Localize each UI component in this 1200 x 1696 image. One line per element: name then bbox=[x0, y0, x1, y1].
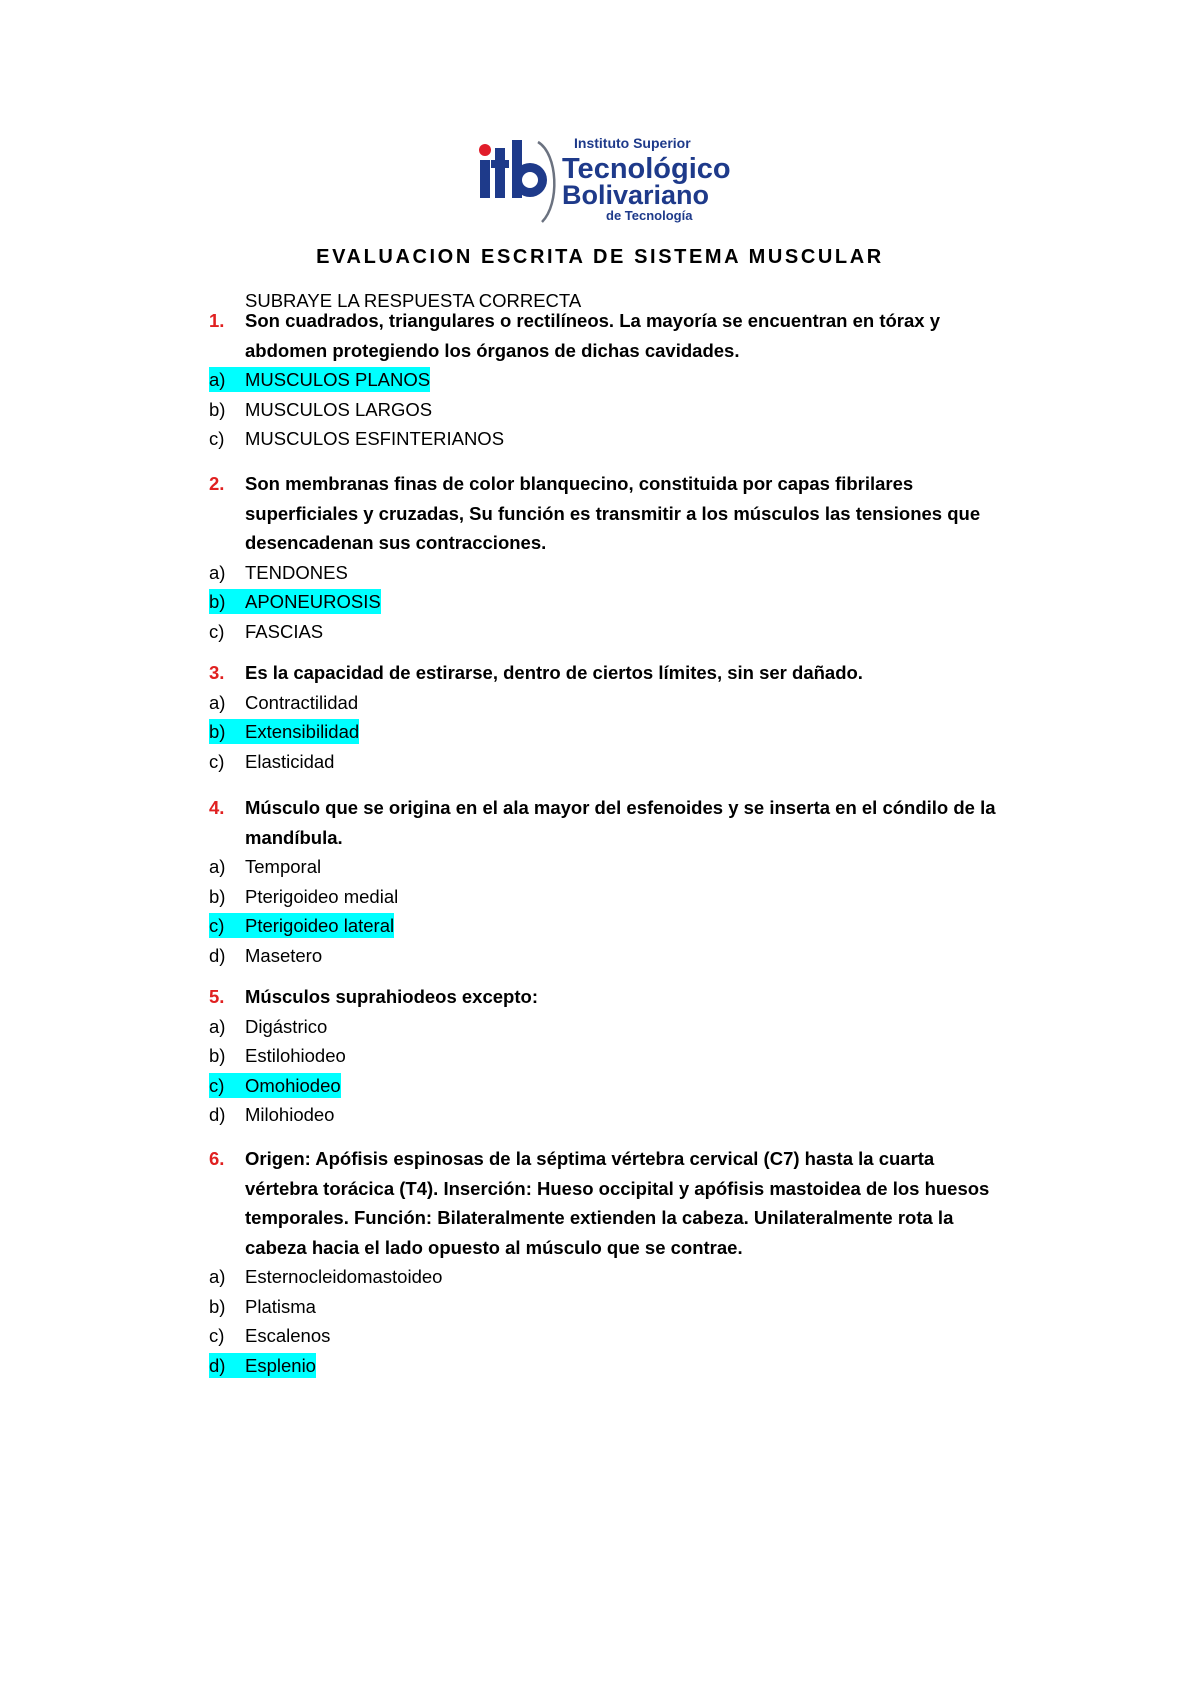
answer-option[interactable] bbox=[209, 424, 1036, 454]
question-number: 6. bbox=[209, 1148, 225, 1169]
question-2 bbox=[209, 469, 1036, 646]
question-text: Es la capacidad de estirarse, dentro de ciertos límites, sin ser dañado. bbox=[245, 662, 863, 683]
answer-option-correct[interactable] bbox=[209, 717, 1036, 747]
option-letter: c) bbox=[209, 428, 225, 449]
question-1 bbox=[209, 306, 1036, 454]
question-text: Son membranas finas de color blanquecino, constituida por capas fibrilares bbox=[245, 473, 914, 494]
question-text-line bbox=[209, 1174, 1036, 1204]
option-text: TENDONES bbox=[245, 561, 348, 583]
document-title: EVALUACION ESCRITA DE SISTEMA MUSCULAR bbox=[316, 246, 884, 268]
logo-line4: de Tecnología bbox=[606, 208, 693, 223]
logo-line1: Instituto Superior bbox=[574, 135, 691, 151]
option-text: FASCIAS bbox=[245, 620, 324, 642]
answer-label bbox=[209, 945, 322, 966]
option-letter: b) bbox=[209, 885, 226, 907]
option-text: Elasticidad bbox=[245, 750, 335, 772]
option-letter: c) bbox=[209, 1325, 225, 1346]
option-text: Contractilidad bbox=[245, 691, 359, 713]
option-text: MUSCULOS PLANOS bbox=[245, 369, 431, 390]
question-text-line bbox=[209, 306, 1036, 336]
question-5 bbox=[209, 982, 1036, 1130]
option-text: Extensibilidad bbox=[245, 721, 360, 742]
option-text: Esplenio bbox=[245, 1354, 316, 1376]
answer-highlight bbox=[209, 367, 430, 392]
answer-option[interactable] bbox=[209, 747, 1036, 777]
question-3 bbox=[209, 658, 1036, 776]
answer-label bbox=[209, 1296, 316, 1317]
option-text: Escalenos bbox=[245, 1325, 331, 1346]
option-text: Digástrico bbox=[245, 1015, 328, 1037]
instruction: SUBRAYE LA RESPUESTA CORRECTA bbox=[245, 290, 582, 311]
answer-label bbox=[209, 1266, 442, 1287]
answer-label bbox=[209, 399, 432, 420]
option-letter: a) bbox=[209, 369, 226, 390]
option-letter: d) bbox=[209, 1354, 226, 1376]
option-letter: b) bbox=[209, 1045, 226, 1066]
option-letter: c) bbox=[209, 1074, 225, 1096]
answer-option-correct[interactable] bbox=[209, 1351, 1036, 1381]
question-text-line bbox=[209, 499, 1036, 529]
question-text: desencadenan sus contracciones. bbox=[245, 532, 547, 553]
answer-option[interactable] bbox=[209, 1292, 1036, 1322]
answer-highlight bbox=[209, 1353, 316, 1378]
answer-highlight bbox=[209, 1073, 341, 1098]
answer-option-correct[interactable] bbox=[209, 1071, 1036, 1101]
answer-label bbox=[209, 1104, 334, 1125]
question-number: 2. bbox=[209, 473, 225, 494]
question-text: Son cuadrados, triangulares o rectilíneos. La mayoría se encuentran en tórax y bbox=[245, 310, 941, 331]
question-text: temporales. Función: Bilateralmente extienden la cabeza. Unilateralmente rota la bbox=[245, 1207, 954, 1228]
option-letter: b) bbox=[209, 398, 226, 420]
answer-option[interactable] bbox=[209, 1012, 1036, 1042]
itb-logo-graphic bbox=[478, 134, 742, 226]
option-letter: b) bbox=[209, 591, 226, 612]
answer-option[interactable] bbox=[209, 1041, 1036, 1071]
answer-label bbox=[209, 1016, 327, 1037]
option-text: MUSCULOS LARGOS bbox=[245, 398, 433, 420]
option-text: Pterigoideo medial bbox=[245, 885, 399, 907]
question-number: 1. bbox=[209, 310, 225, 331]
answer-option[interactable] bbox=[209, 1262, 1036, 1292]
answer-label bbox=[209, 692, 358, 713]
answer-option-correct[interactable] bbox=[209, 911, 1036, 941]
question-6 bbox=[209, 1144, 1036, 1380]
question-text-line bbox=[209, 793, 1036, 823]
option-letter: a) bbox=[209, 856, 226, 877]
answer-label bbox=[209, 751, 334, 772]
answer-option[interactable] bbox=[209, 941, 1036, 971]
question-text-line bbox=[209, 823, 1036, 853]
option-text: Temporal bbox=[245, 856, 322, 877]
answer-label bbox=[209, 886, 398, 907]
answer-option[interactable] bbox=[209, 558, 1036, 588]
question-text: vértebra torácica (T4). Inserción: Hueso occipital y apófisis mastoidea de los huesos bbox=[245, 1177, 990, 1199]
question-text-line bbox=[209, 336, 1036, 366]
answer-option-correct[interactable] bbox=[209, 365, 1036, 395]
option-text: MUSCULOS ESFINTERIANOS bbox=[245, 428, 505, 449]
option-letter: c) bbox=[209, 915, 225, 936]
answer-option[interactable] bbox=[209, 1100, 1036, 1130]
option-letter: b) bbox=[209, 721, 226, 742]
question-text: superficiales y cruzadas, Su función es transmitir a los músculos las tensiones que bbox=[245, 502, 981, 524]
question-number: 5. bbox=[209, 986, 225, 1007]
option-text: Masetero bbox=[245, 944, 323, 966]
answer-label bbox=[209, 1325, 330, 1346]
logo-line3: Bolivariano bbox=[562, 180, 710, 210]
answer-highlight bbox=[209, 589, 381, 614]
option-text: Platisma bbox=[245, 1295, 316, 1317]
option-letter: a) bbox=[209, 561, 226, 583]
answer-label bbox=[209, 1045, 346, 1066]
answer-option[interactable] bbox=[209, 617, 1036, 647]
answer-label bbox=[209, 562, 348, 583]
option-letter: a) bbox=[209, 1266, 226, 1287]
question-text: abdomen protegiendo los órganos de dichas cavidades. bbox=[245, 339, 740, 361]
question-text: Músculos suprahiodeos excepto: bbox=[245, 986, 538, 1007]
option-letter: a) bbox=[209, 1015, 226, 1037]
answer-label bbox=[209, 856, 321, 877]
option-letter: c) bbox=[209, 750, 225, 772]
question-text-line bbox=[209, 658, 1036, 688]
option-text: Estilohiodeo bbox=[245, 1045, 346, 1066]
answer-option[interactable] bbox=[209, 395, 1036, 425]
question-text: Músculo que se origina en el ala mayor del esfenoides y se inserta en el cóndilo de la bbox=[245, 797, 996, 818]
question-text-line bbox=[209, 528, 1036, 558]
answer-option[interactable] bbox=[209, 882, 1036, 912]
question-text: cabeza hacia el lado opuesto al músculo que se contrae. bbox=[245, 1236, 743, 1258]
option-letter: b) bbox=[209, 1295, 226, 1317]
answer-option[interactable] bbox=[209, 852, 1036, 882]
question-text-line bbox=[209, 1203, 1036, 1233]
answer-option-correct[interactable] bbox=[209, 587, 1036, 617]
question-4 bbox=[209, 793, 1036, 970]
answer-option[interactable] bbox=[209, 688, 1036, 718]
option-text: Esternocleidomastoideo bbox=[245, 1266, 443, 1287]
question-text: mandíbula. bbox=[245, 826, 343, 848]
question-text-line bbox=[209, 469, 1036, 499]
option-letter: d) bbox=[209, 1104, 226, 1125]
option-text: Pterigoideo lateral bbox=[245, 915, 395, 936]
answer-highlight bbox=[209, 719, 359, 744]
question-text-line bbox=[209, 1233, 1036, 1263]
answer-highlight bbox=[209, 913, 394, 938]
option-letter: d) bbox=[209, 944, 226, 966]
logo-line2: Tecnológico bbox=[562, 153, 731, 185]
question-text-line bbox=[209, 982, 1036, 1012]
option-text: Milohiodeo bbox=[245, 1104, 335, 1125]
institution-logo bbox=[478, 134, 742, 226]
answer-label bbox=[209, 428, 504, 449]
option-text: APONEUROSIS bbox=[245, 591, 381, 612]
answer-label bbox=[209, 621, 323, 642]
question-text: Origen: Apófisis espinosas de la séptima vértebra cervical (C7) hasta la cuarta bbox=[245, 1148, 935, 1169]
option-letter: a) bbox=[209, 691, 226, 713]
option-letter: c) bbox=[209, 620, 225, 642]
question-number: 3. bbox=[209, 662, 225, 683]
question-number: 4. bbox=[209, 797, 225, 818]
answer-option[interactable] bbox=[209, 1321, 1036, 1351]
option-text: Omohiodeo bbox=[245, 1074, 341, 1096]
question-text-line bbox=[209, 1144, 1036, 1174]
